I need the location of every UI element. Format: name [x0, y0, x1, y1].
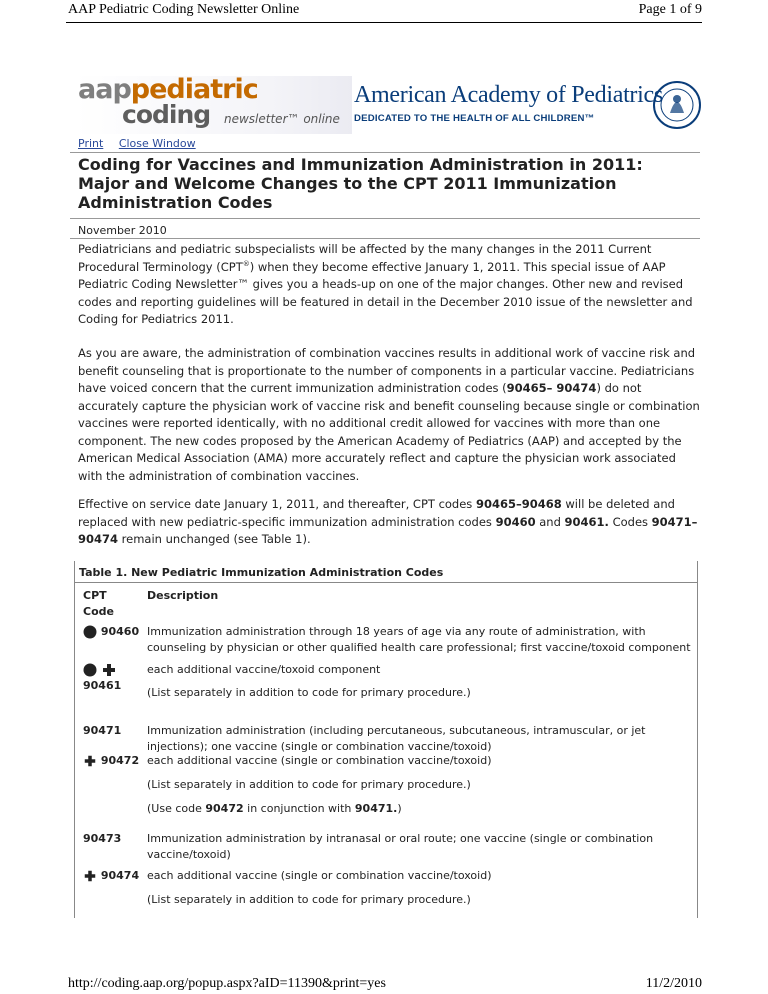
table-row-code: 90460: [83, 624, 139, 640]
filled-circle-icon: [83, 625, 97, 639]
page-links: [78, 137, 208, 150]
print-footer-url: http://coding.aap.org/popup.aspx?aID=11390&print=yes: [68, 976, 386, 991]
logo-coding-text: coding: [122, 100, 211, 129]
plus-icon: [101, 663, 117, 677]
table-row-code: 90473: [83, 832, 122, 845]
print-footer-date: 11/2/2010: [645, 976, 702, 991]
table-row-desc: each additional vaccine (single or combination vaccine/toxoid): [147, 754, 492, 767]
table-title-rule: [75, 582, 697, 583]
aap-logo: [352, 76, 700, 134]
org-tagline: DEDICATED TO THE HEALTH OF ALL CHILDREN™: [354, 113, 595, 124]
table-row-desc: Immunization administration by intranasal or oral route; one vaccine (single or combination vaccine/toxoid): [147, 832, 654, 861]
article-date: November 2010: [78, 224, 167, 237]
print-header-rule: [66, 22, 702, 23]
table-row-desc: Immunization administration through 18 years of age via any route of administration, with counseling by physician or other qualified health care professional; first vaccine/toxoid component: [147, 625, 691, 654]
plus-icon: [83, 869, 97, 883]
table-row-desc: each additional vaccine/toxoid component: [147, 663, 381, 676]
logo-aap-text: aap: [78, 74, 131, 105]
org-name: American Academy of Pediatrics: [354, 82, 663, 108]
date-divider: [70, 238, 700, 239]
paragraph-3: Effective on service date January 1, 2011, and thereafter, CPT codes 90465–90468 will be deleted and replaced with new pediatric-specific immunization administration codes 90460 and 90461. Codes 90471–90474 remain unchanged (see Table 1).: [78, 497, 698, 546]
logo-newsletter-text: newsletter™ online: [224, 112, 340, 126]
table-row-note: (List separately in addition to code for primary procedure.): [147, 893, 471, 906]
paragraph-1: Pediatricians and pediatric subspecialists will be affected by the many changes in the 2011 Current Procedural Terminology (CPT®) when they become effective January 1, 2011. This special issue of AAP Pediatric Coding Newsletter™ gives you a heads-up on one of the major changes. Other new and revised codes and reporting guidelines will be featured in detail in the December 2010 issue of the newsletter and Coding for Pediatrics 2011.: [78, 242, 693, 326]
table-row-note: (Use code 90472 in conjunction with 90471.): [147, 802, 402, 815]
print-link[interactable]: Print: [78, 137, 104, 150]
logo-pediatric-text: pediatric: [130, 74, 258, 105]
codes-table: [74, 561, 698, 918]
paragraph-2: As you are aware, the administration of combination vaccines results in additional work of vaccine risk and benefit counseling that is proportionate to the number of components in a particular vaccine. Pediatricians have voiced concern that the current immunization administration codes (90465– 90474) do not accurately capture the physician work of vaccine risk and benefit counseling because single or combination vaccines were reported identically, with no additional credit allowed for vaccines with more than one component. The new codes proposed by the American Academy of Pediatrics (AAP) and accepted by the American Medical Association (AMA) more accurately reflect and capture the physician work associated with the administration of combination vaccines.: [78, 346, 700, 483]
table-row-note: (List separately in addition to code for primary procedure.): [147, 686, 471, 699]
column-header-code: CPT Code: [83, 589, 114, 618]
column-header-description: Description: [147, 589, 219, 602]
print-header-title: AAP Pediatric Coding Newsletter Online: [68, 2, 300, 17]
newsletter-logo: [74, 76, 352, 134]
banner: [74, 76, 700, 134]
table-row-code: 90472: [83, 753, 139, 769]
title-divider: [70, 218, 700, 219]
print-header: [68, 0, 702, 24]
filled-circle-icon: [83, 663, 97, 677]
table-row-note: (List separately in addition to code for primary procedure.): [147, 778, 471, 791]
table-row-symbols: [83, 662, 117, 678]
table-title: Table 1. New Pediatric Immunization Administration Codes: [79, 566, 444, 579]
close-window-link[interactable]: Close Window: [118, 137, 196, 150]
table-row-code: 90474: [83, 868, 139, 884]
table-row-desc: Immunization administration (including percutaneous, subcutaneous, intramuscular, or jet injections); one vaccine (single or combination vaccine/toxoid): [147, 724, 646, 753]
print-header-page: Page 1 of 9: [638, 2, 702, 17]
table-row-code: 90461: [83, 679, 122, 692]
links-divider: [70, 152, 700, 153]
table-row-code: 90471: [83, 724, 122, 737]
plus-icon: [83, 754, 97, 768]
aap-seal-icon: [652, 79, 702, 131]
table-row-desc: each additional vaccine (single or combination vaccine/toxoid): [147, 869, 492, 882]
article-title: Coding for Vaccines and Immunization Administration in 2011: Major and Welcome Changes to the CPT 2011 Immunization Administration Codes: [78, 155, 643, 212]
